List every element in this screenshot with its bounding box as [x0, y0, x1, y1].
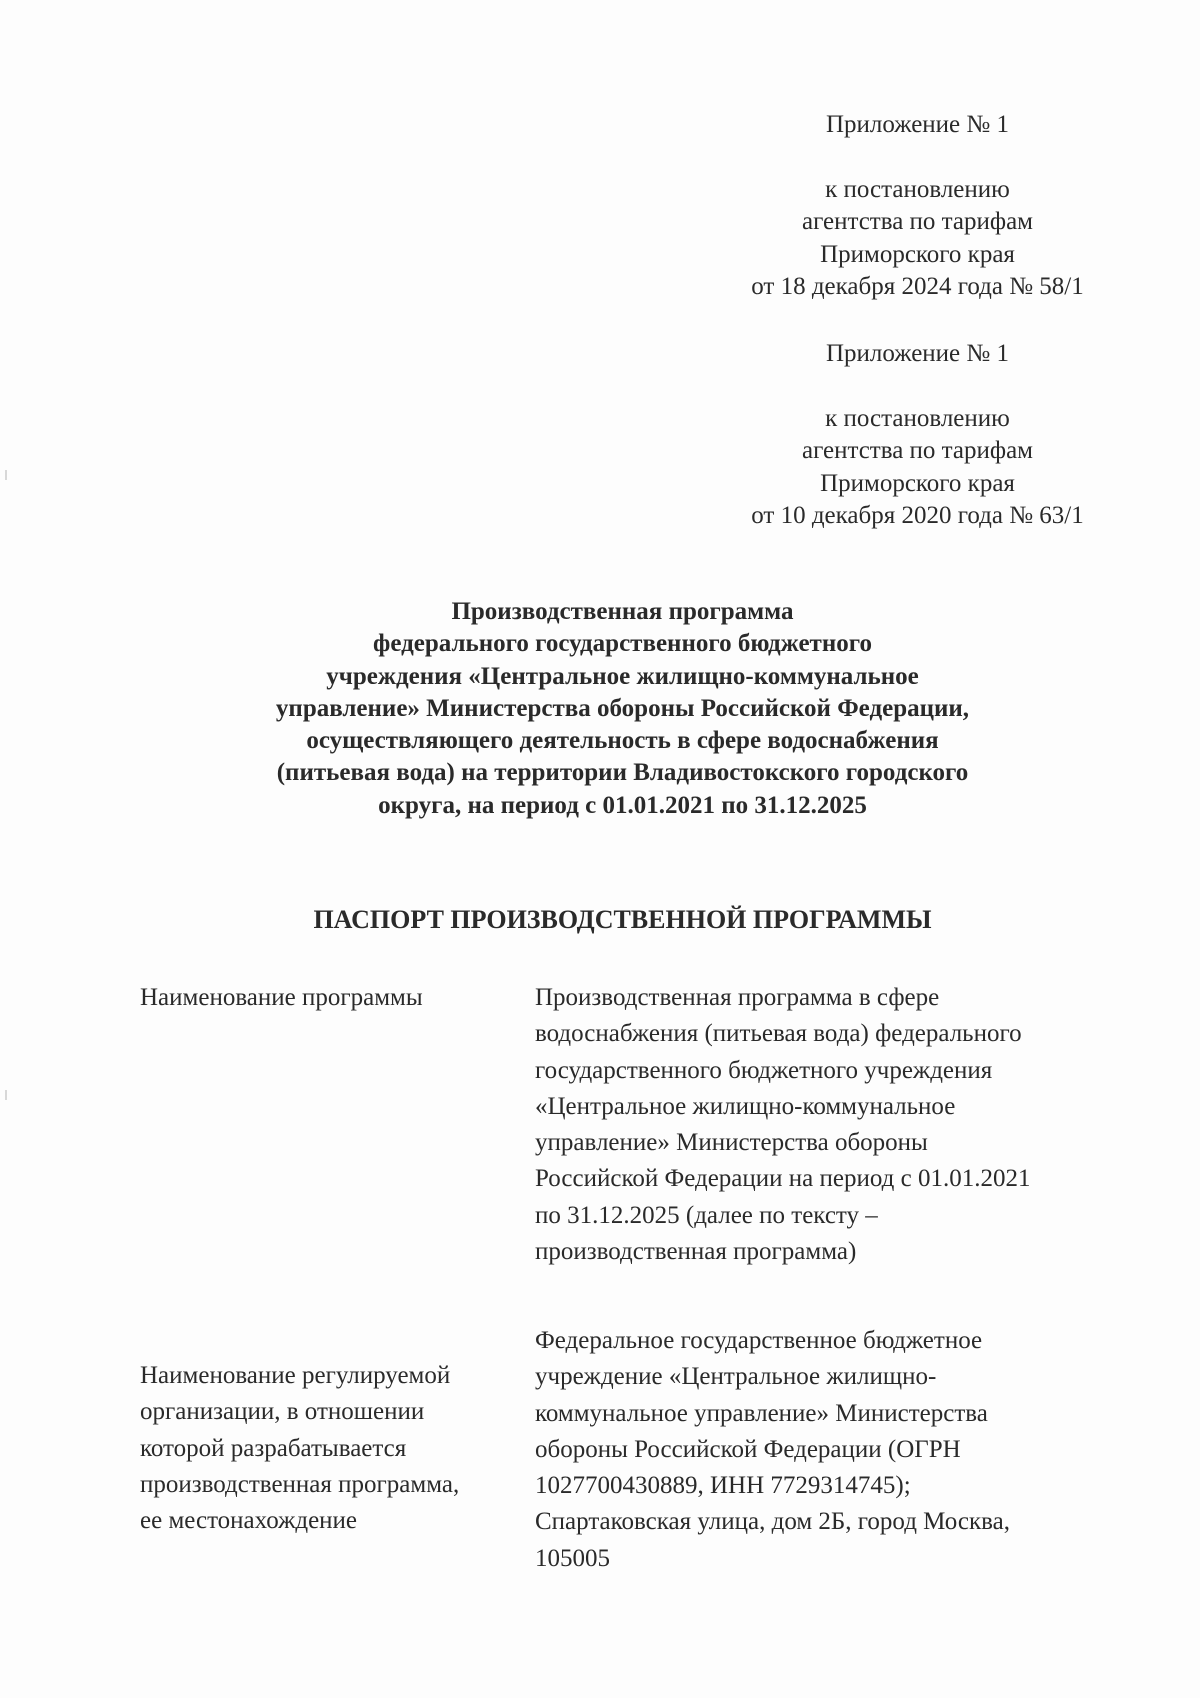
value-line: управление» Министерства обороны [535, 1129, 928, 1157]
label-line: которой разрабатывается [140, 1434, 407, 1462]
label-line: производственная программа, [140, 1470, 460, 1498]
title-line: округа, на период с 01.01.2021 по 31.12.2025 [378, 791, 867, 819]
passport-row-value [535, 1323, 1105, 1577]
value-line: 1027700430889, ИНН 7729314745); [535, 1472, 911, 1500]
value-line: «Центральное жилищно-коммунальное [535, 1092, 956, 1120]
scan-edge-mark [5, 470, 7, 480]
passport-row-label [140, 980, 510, 1016]
label-line: Наименование программы [140, 984, 423, 1011]
title-line: управление» Министерства обороны Российской Федерации, [275, 694, 970, 722]
appendix-line: агентства по тарифам [801, 437, 1034, 464]
appendix-date-line: от 18 декабря 2024 года № 58/1 [751, 273, 1084, 300]
passport-row-value [535, 980, 1105, 1270]
value-line: Производственная программа в сфере [535, 984, 940, 1011]
label-line: организации, в отношении [140, 1398, 425, 1426]
appendix-date-line: от 10 декабря 2020 года № 63/1 [751, 502, 1084, 529]
value-line: 105005 [535, 1544, 610, 1572]
appendix-line: агентства по тарифам [801, 208, 1034, 235]
passport-row-label [140, 1358, 510, 1539]
appendix-title: Приложение № 1 [825, 340, 1010, 367]
title-line: Производственная программа [451, 598, 794, 625]
value-line: учреждение «Центральное жилищно- [535, 1363, 937, 1391]
label-line: Наименование регулируемой [140, 1362, 451, 1389]
value-line: Федеральное государственное бюджетное [535, 1327, 983, 1354]
scan-edge-mark [5, 1090, 7, 1100]
value-line: по 31.12.2025 (далее по тексту – [535, 1201, 878, 1229]
title-line: (питьевая вода) на территории Владивостокского городского [276, 759, 969, 787]
title-line: федерального государственного бюджетного [373, 630, 872, 658]
value-line: Российской Федерации на период с 01.01.2021 [535, 1165, 1031, 1193]
value-line: Спартаковская улица, дом 2Б, город Москва, [535, 1508, 1010, 1536]
passport-heading: ПАСПОРТ ПРОИЗВОДСТВЕННОЙ ПРОГРАММЫ [313, 905, 932, 934]
appendix-line: Приморского края [820, 240, 1015, 268]
appendix-header-original [720, 338, 1115, 533]
value-line: водоснабжения (питьевая вода) федерального [535, 1020, 1022, 1048]
value-line: коммунальное управление» Министерства [535, 1399, 988, 1427]
appendix-header-current [720, 109, 1115, 304]
value-line: обороны Российской Федерации (ОГРН [535, 1435, 961, 1463]
value-line: государственного бюджетного учреждения [535, 1056, 993, 1084]
appendix-line: к постановлению [825, 404, 1010, 432]
title-line: осуществляющего деятельность в сфере водоснабжения [306, 727, 939, 755]
appendix-line: Приморского края [820, 469, 1015, 497]
appendix-line: к постановлению [825, 175, 1010, 203]
value-line: производственная программа) [535, 1238, 857, 1266]
label-line: ее местонахождение [140, 1507, 358, 1535]
document-title [200, 596, 1045, 822]
appendix-title: Приложение № 1 [825, 111, 1010, 138]
title-line: учреждения «Центральное жилищно-коммунальное [326, 662, 919, 690]
